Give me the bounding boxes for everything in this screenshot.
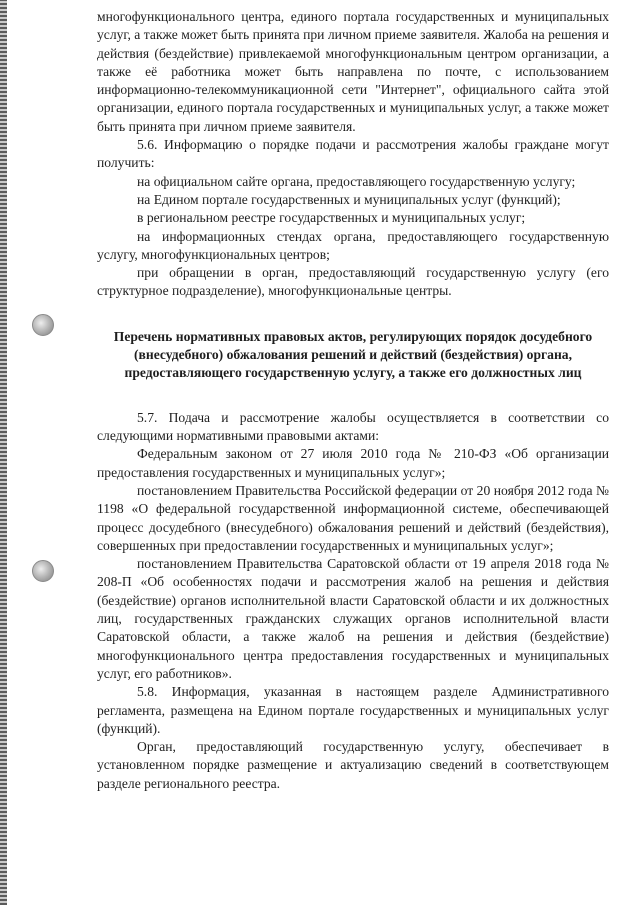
paragraph: Орган, предоставляющий государственную услугу, обеспечивает в установленном порядке размещение и актуализацию сведений в соответствующем разделе регионального реестра. (97, 739, 609, 791)
paragraph: Федеральным законом от 27 июля 2010 года № 210-ФЗ «Об организации предоставления государственных и муниципальных услуг»; (97, 446, 609, 480)
paragraph: постановлением Правительства Российской федерации от 20 ноября 2012 года № 1198 «О федеральной государственной информационной системе, обеспечивающей процесс досудебного (внесудебного) обжалования решений и действий (бездействия), совершенных при предоставлении государственных и муниципальных услуг»; (97, 482, 609, 553)
paragraph: на официальном сайте органа, предоставляющего государственную услугу; (137, 173, 576, 189)
paragraph: 5.8. Информация, указанная в настоящем разделе Административного регламента, размещена на Едином портале государственных и муниципальных услуг (функций). (97, 684, 609, 736)
punch-hole (32, 560, 54, 582)
paragraph: на информационных стендах органа, предоставляющего государственную услугу, многофункциональных центров; (97, 228, 609, 262)
paragraph: 5.7. Подача и рассмотрение жалобы осуществляется в соответствии со следующими нормативными правовыми актами: (97, 409, 609, 444)
punch-hole (32, 314, 54, 336)
paragraph: на Едином портале государственных и муниципальных услуг (функций); (137, 191, 561, 207)
paragraph: в региональном реестре государственных и муниципальных услуг; (137, 210, 526, 226)
section-heading: Перечень нормативных правовых актов, регулирующих порядок досудебного (внесудебного) обжалования решений и действий (бездействия) органа, предоставляющего государственную услугу, а также его должностных лиц (113, 328, 593, 380)
document-page (97, 8, 609, 793)
paragraph: 5.6. Информацию о порядке подачи и рассмотрения жалобы граждане могут получить: (97, 137, 609, 171)
paragraph: при обращении в орган, предоставляющий государственную услугу (его структурное подразделение), многофункциональные центры. (97, 265, 609, 299)
paragraph: постановлением Правительства Саратовской области от 19 апреля 2018 года № 208-П «Об особенностях подачи и рассмотрения жалоб на решения и действия (бездействие) органов исполнительной власти Саратовской области и их должностных лиц, государственных гражданских служащих органов исполнительной власти Саратовской области, а также жалоб на решения и действия (бездействие) многофункционального центра предоставления государственных и муниципальных услуг, его работников». (97, 556, 609, 681)
paragraph: многофункционального центра, единого портала государственных и муниципальных услуг, а также может быть принята при личном приеме заявителя. Жалоба на решения и действия (бездействие) привлекаемой многофункциональным центром организации, а также её работника может быть направлена по почте, с использованием информационно-телекоммуникационной сети "Интернет", официального сайта этой организации, единого портала государственных и муниципальных услуг, а также может быть принята при личном приеме заявителя. (97, 9, 609, 134)
scan-edge (0, 0, 7, 905)
